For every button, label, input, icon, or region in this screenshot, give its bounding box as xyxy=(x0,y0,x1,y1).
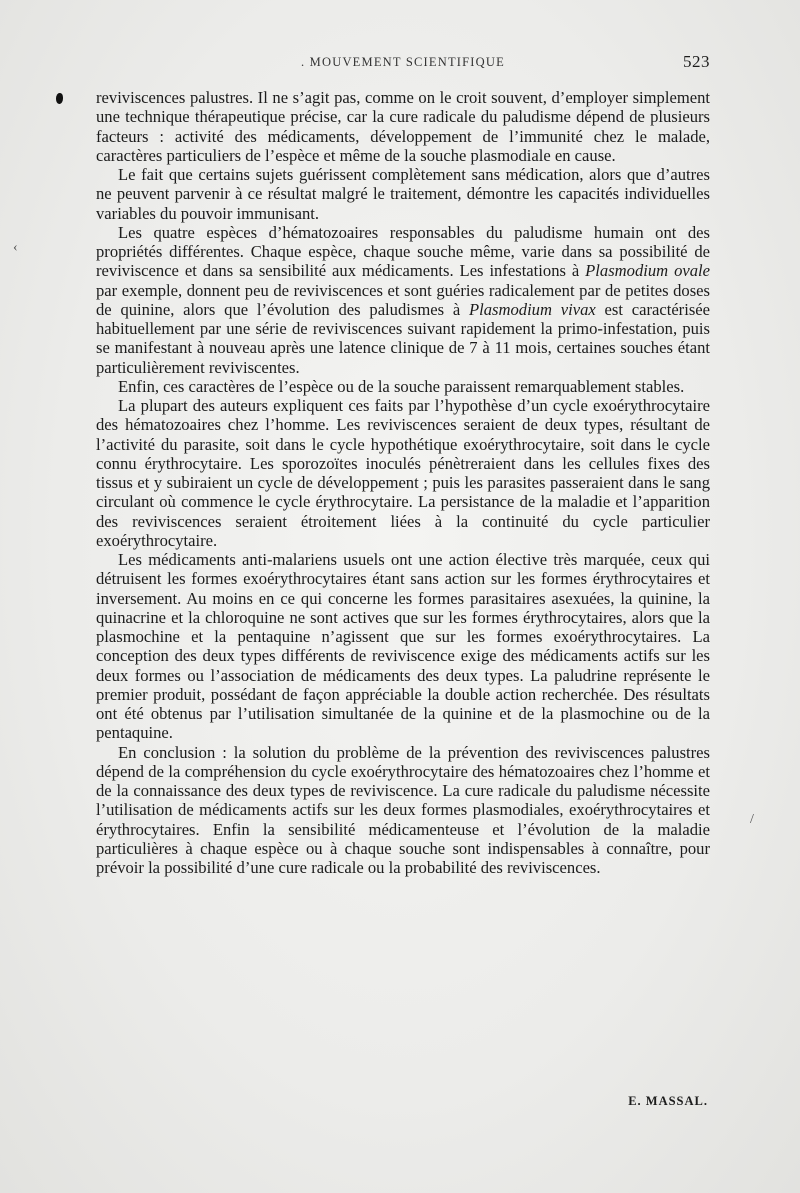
ink-blot-mark xyxy=(56,93,63,104)
running-title: . MOUVEMENT SCIENTIFIQUE xyxy=(301,55,505,69)
paragraph: Les médicaments anti-malariens usuels ont une action élective très marquée, ceux qui détruisent les formes exoérythrocytaires étant sans action sur les formes érythrocytaires et inversement. Au moins en ce qui concerne les formes parasitaires asexuées, la quinine, la quinacrine et la chloroquine ne sont actives que sur les formes érythrocytaires, alors que la plasmochine et la pentaquine n’agissent que sur les formes exoérythrocytaires. La conception des deux types différents de reviviscence exige des médicaments actifs sur les deux formes ou l’association de médicaments des deux types. La paludrine représente le premier produit, possédant de façon appréciable la double action recherchée. Des résultats ont été obtenus par l’utilisation simultanée de la quinine et de la plasmochine ou de la pentaquine. xyxy=(96,550,710,743)
running-header xyxy=(96,52,710,74)
paragraph: reviviscences palustres. Il ne s’agit pas, comme on le croit souvent, d’employer simplement une technique thérapeutique précise, car la cure radicale du paludisme dépend de plusieurs facteurs : activité des médicaments, développement de l’immunité chez le malade, caractères particuliers de l’espèce et même de la souche plasmodiale en cause. xyxy=(96,88,710,165)
species-name: Plasmodium vivax xyxy=(468,299,596,319)
margin-mark: / xyxy=(750,812,754,827)
page-number: 523 xyxy=(683,52,710,71)
author-signature: E. MASSAL. xyxy=(628,1094,708,1108)
paragraph: Les quatre espèces d’hématozoaires responsables du paludisme humain ont des propriétés différentes. Chaque espèce, chaque souche même, varie dans sa possibilité de reviviscence et dans sa sensibilité aux médicaments. Les infestations à Plasmodium ovale par exemple, donnent peu de reviviscences et sont guéries radicalement par de petites doses de quinine, alors que l’évolution des paludismes à Plasmodium vivax est caractérisée habituellement par une série de reviviscences suivant rapidement la primo-infestation, puis se manifestant à nouveau après une latence clinique de 7 à 11 mois, certaines souches étant particulièrement reviviscentes. xyxy=(96,222,711,377)
paragraph: Enfin, ces caractères de l’espèce ou de la souche paraissent remarquablement stables. xyxy=(118,376,685,396)
paragraph: Le fait que certains sujets guérissent complètement sans médication, alors que d’autres ne peuvent parvenir à ce résultat malgré le traitement, démontre les capacités individuelles variables du pouvoir immunisant. xyxy=(96,165,710,223)
article-body xyxy=(96,88,710,877)
species-name: Plasmodium ovale xyxy=(585,261,711,281)
paragraph: En conclusion : la solution du problème de la prévention des reviviscences palustres dépend de la compréhension du cycle exoérythrocytaire des hématozoaires chez l’homme et de la connaissance des deux types de reviviscence. La cure radicale du paludisme nécessite l’utilisation de médicaments actifs sur les deux formes plasmodiales, exoérythrocytaires et érythrocytaires. Enfin la sensibilité médicamenteuse et l’évolution de la maladie particulières à chaque espèce ou à chaque souche sont indispensables à connaître, pour prévoir la possibilité d’une cure radicale ou la probabilité des reviviscences. xyxy=(96,742,710,877)
margin-mark: ‹ xyxy=(13,240,18,255)
paragraph: La plupart des auteurs expliquent ces faits par l’hypothèse d’un cycle exoérythrocytaire des hématozoaires chez l’homme. Les reviviscences seraient de deux types, résultant de l’activité du parasite, soit dans le cycle hypothétique exoérythrocytaire, soit dans le cycle connu érythrocytaire. Les sporozoïtes inoculés pénètreraient dans les cellules fixes des tissus et y subiraient un cycle de développement ; puis les parasites passeraient dans le sang circulant où commence le cycle érythrocytaire. La persistance de la maladie et l’apparition des reviviscences seraient étroitement liées à la continuité du cycle particulier exoérythrocytaire. xyxy=(96,396,710,550)
